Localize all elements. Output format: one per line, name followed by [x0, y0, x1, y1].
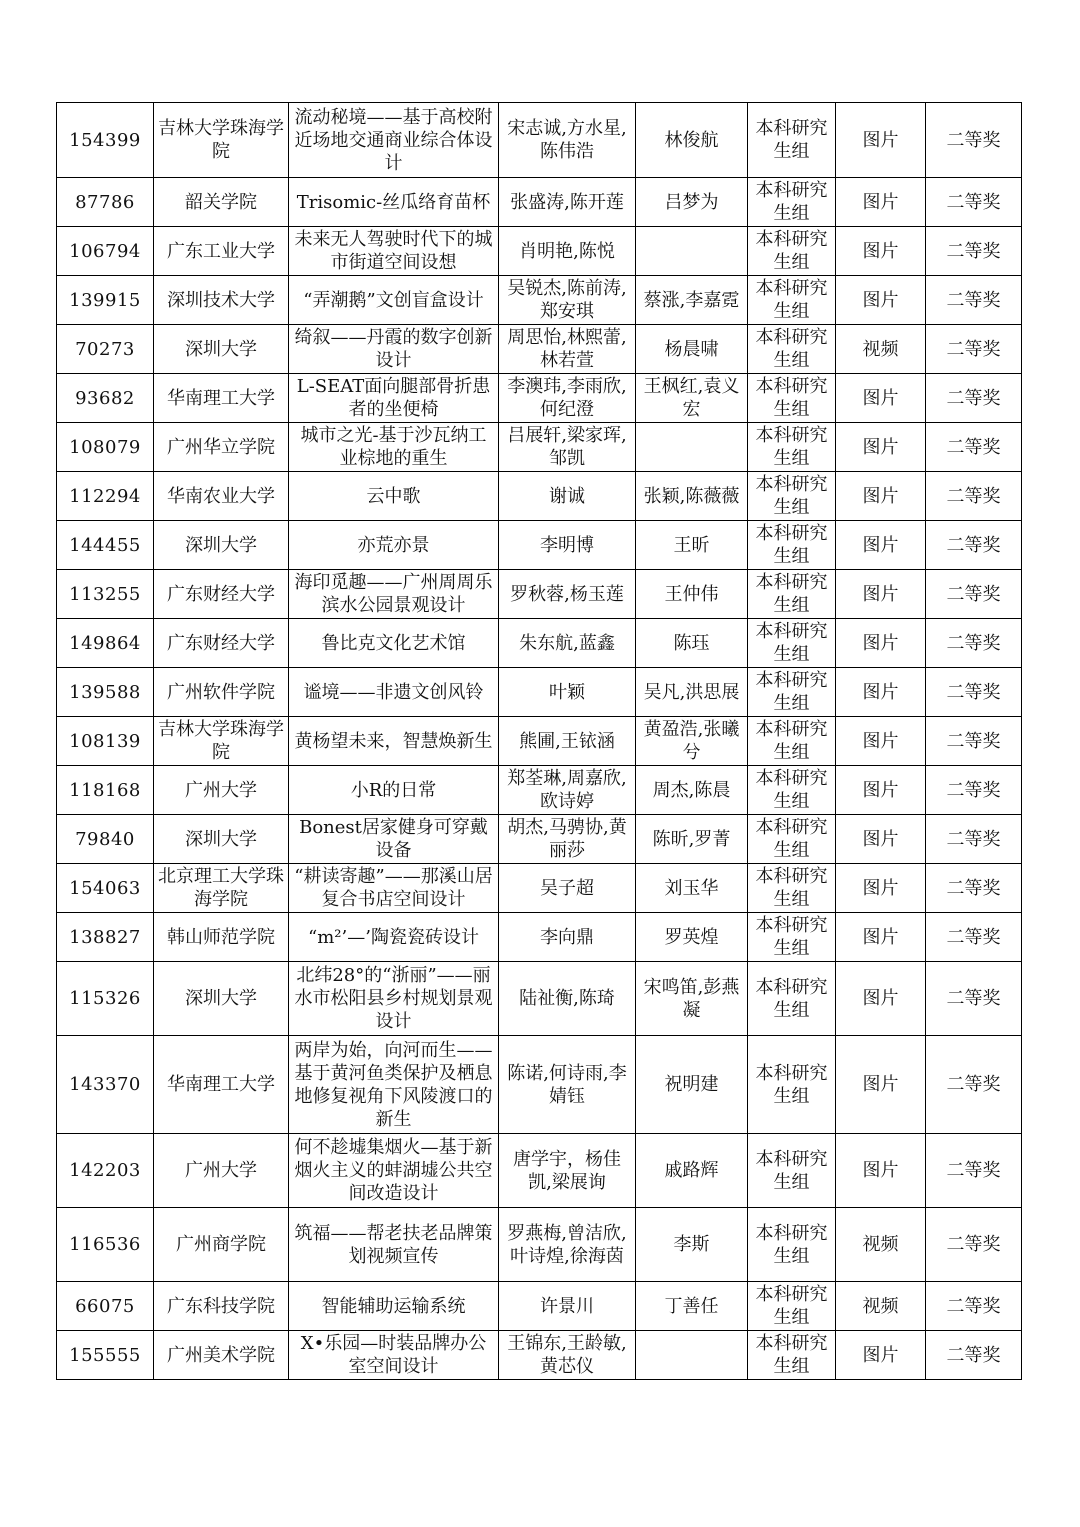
- authors: 许景川: [499, 1282, 636, 1331]
- group: 本科研究生组: [748, 864, 836, 913]
- entry-id: 154399: [57, 103, 154, 178]
- authors: 罗燕梅,曾洁欣,叶诗煌,徐海茵: [499, 1208, 636, 1282]
- entry-id: 113255: [57, 570, 154, 619]
- entry-id: 139915: [57, 276, 154, 325]
- work-title: 两岸为始，向河而生——基于黄河鱼类保护及栖息地修复视角下风陵渡口的新生: [289, 1036, 499, 1134]
- school: 深圳技术大学: [154, 276, 289, 325]
- school: 广东财经大学: [154, 570, 289, 619]
- table-row: [57, 276, 1022, 325]
- school: 深圳大学: [154, 521, 289, 570]
- table-row: [57, 521, 1022, 570]
- school: 广东财经大学: [154, 619, 289, 668]
- award: 二等奖: [926, 276, 1022, 325]
- entry-id: 116536: [57, 1208, 154, 1282]
- table-row: [57, 472, 1022, 521]
- group: 本科研究生组: [748, 1036, 836, 1134]
- school: 广州大学: [154, 766, 289, 815]
- award: 二等奖: [926, 1036, 1022, 1134]
- authors: 王锦东,王龄敏,黄芯仪: [499, 1331, 636, 1380]
- entry-id: 149864: [57, 619, 154, 668]
- table-row: [57, 864, 1022, 913]
- table-row: [57, 1134, 1022, 1208]
- table-row: [57, 619, 1022, 668]
- school: 深圳大学: [154, 815, 289, 864]
- entry-id: 93682: [57, 374, 154, 423]
- work-type: 图片: [836, 276, 926, 325]
- advisor: 宋鸣笛,彭燕凝: [636, 962, 748, 1036]
- authors: 谢诚: [499, 472, 636, 521]
- group: 本科研究生组: [748, 227, 836, 276]
- award: 二等奖: [926, 1134, 1022, 1208]
- award: 二等奖: [926, 227, 1022, 276]
- entry-id: 138827: [57, 913, 154, 962]
- table-row: [57, 227, 1022, 276]
- group: 本科研究生组: [748, 668, 836, 717]
- table-row: [57, 815, 1022, 864]
- entry-id: 79840: [57, 815, 154, 864]
- school: 韩山师范学院: [154, 913, 289, 962]
- group: 本科研究生组: [748, 913, 836, 962]
- entry-id: 70273: [57, 325, 154, 374]
- award: 二等奖: [926, 1331, 1022, 1380]
- school: 华南农业大学: [154, 472, 289, 521]
- work-type: 图片: [836, 570, 926, 619]
- school: 广州大学: [154, 1134, 289, 1208]
- table-row: [57, 913, 1022, 962]
- entry-id: 144455: [57, 521, 154, 570]
- group: 本科研究生组: [748, 1208, 836, 1282]
- entry-id: 66075: [57, 1282, 154, 1331]
- group: 本科研究生组: [748, 619, 836, 668]
- advisor: 李斯: [636, 1208, 748, 1282]
- advisor: 戚路辉: [636, 1134, 748, 1208]
- work-type: 图片: [836, 717, 926, 766]
- authors: 李澳玮,李雨欣,何纪澄: [499, 374, 636, 423]
- work-title: 海印觅趣——广州周周乐滨水公园景观设计: [289, 570, 499, 619]
- authors: 郑荃琳,周嘉欣,欧诗婷: [499, 766, 636, 815]
- work-title: 筑福——帮老扶老品牌策划视频宣传: [289, 1208, 499, 1282]
- award: 二等奖: [926, 570, 1022, 619]
- advisor: 陈昕,罗菁: [636, 815, 748, 864]
- authors: 熊圃,王铱涵: [499, 717, 636, 766]
- table-row: [57, 103, 1022, 178]
- authors: 胡杰,马骋协,黄丽莎: [499, 815, 636, 864]
- work-title: Bonest居家健身可穿戴设备: [289, 815, 499, 864]
- award: 二等奖: [926, 103, 1022, 178]
- authors: 唐学宇，杨佳凯,梁展询: [499, 1134, 636, 1208]
- award: 二等奖: [926, 472, 1022, 521]
- entry-id: 143370: [57, 1036, 154, 1134]
- advisor: 周杰,陈晨: [636, 766, 748, 815]
- work-title: 云中歌: [289, 472, 499, 521]
- work-type: 图片: [836, 766, 926, 815]
- advisor: 罗英煌: [636, 913, 748, 962]
- advisor: [636, 423, 748, 472]
- award: 二等奖: [926, 913, 1022, 962]
- table-row: [57, 717, 1022, 766]
- authors: 李向鼎: [499, 913, 636, 962]
- group: 本科研究生组: [748, 717, 836, 766]
- group: 本科研究生组: [748, 962, 836, 1036]
- table-row: [57, 178, 1022, 227]
- work-type: 图片: [836, 227, 926, 276]
- work-type: 图片: [836, 962, 926, 1036]
- work-title: “m²’—’陶瓷瓷砖设计: [289, 913, 499, 962]
- work-title: 亦荒亦景: [289, 521, 499, 570]
- authors: 罗秋蓉,杨玉莲: [499, 570, 636, 619]
- work-type: 图片: [836, 374, 926, 423]
- school: 广东工业大学: [154, 227, 289, 276]
- award: 二等奖: [926, 815, 1022, 864]
- award: 二等奖: [926, 178, 1022, 227]
- school: 北京理工大学珠海学院: [154, 864, 289, 913]
- school: 深圳大学: [154, 962, 289, 1036]
- group: 本科研究生组: [748, 178, 836, 227]
- award: 二等奖: [926, 864, 1022, 913]
- award: 二等奖: [926, 423, 1022, 472]
- work-type: 视频: [836, 1282, 926, 1331]
- work-type: 视频: [836, 1208, 926, 1282]
- work-title: 小R的日常: [289, 766, 499, 815]
- advisor: 王枫红,袁义宏: [636, 374, 748, 423]
- table-row: [57, 570, 1022, 619]
- authors: 陆祉衡,陈琦: [499, 962, 636, 1036]
- work-type: 图片: [836, 1331, 926, 1380]
- entry-id: 108139: [57, 717, 154, 766]
- work-type: 图片: [836, 178, 926, 227]
- advisor: 丁善任: [636, 1282, 748, 1331]
- award: 二等奖: [926, 1208, 1022, 1282]
- entry-id: 155555: [57, 1331, 154, 1380]
- authors: 李明博: [499, 521, 636, 570]
- advisor: 杨晨啸: [636, 325, 748, 374]
- authors: 吴子超: [499, 864, 636, 913]
- work-type: 图片: [836, 913, 926, 962]
- work-title: 流动秘境——基于高校附近场地交通商业综合体设计: [289, 103, 499, 178]
- group: 本科研究生组: [748, 1331, 836, 1380]
- table-row: [57, 1282, 1022, 1331]
- school: 广州软件学院: [154, 668, 289, 717]
- award: 二等奖: [926, 1282, 1022, 1331]
- work-title: 北纬28°的“浙丽”——丽水市松阳县乡村规划景观设计: [289, 962, 499, 1036]
- table-row: [57, 1208, 1022, 1282]
- group: 本科研究生组: [748, 472, 836, 521]
- entry-id: 118168: [57, 766, 154, 815]
- advisor: 刘玉华: [636, 864, 748, 913]
- school: 吉林大学珠海学院: [154, 717, 289, 766]
- school: 广州华立学院: [154, 423, 289, 472]
- advisor: 吴凡,洪思展: [636, 668, 748, 717]
- school: 吉林大学珠海学院: [154, 103, 289, 178]
- work-title: “耕读寄趣”——那溪山居复合书店空间设计: [289, 864, 499, 913]
- work-title: X•乐园—时装品牌办公室空间设计: [289, 1331, 499, 1380]
- authors: 吴锐杰,陈前涛,郑安琪: [499, 276, 636, 325]
- school: 广东科技学院: [154, 1282, 289, 1331]
- work-title: L-SEAT面向腿部骨折患者的坐便椅: [289, 374, 499, 423]
- group: 本科研究生组: [748, 103, 836, 178]
- table-row: [57, 668, 1022, 717]
- group: 本科研究生组: [748, 276, 836, 325]
- advisor: 林俊航: [636, 103, 748, 178]
- authors: 宋志诚,方水星,陈伟浩: [499, 103, 636, 178]
- table-row: [57, 325, 1022, 374]
- authors: 周思怡,林熙蕾,林若萱: [499, 325, 636, 374]
- group: 本科研究生组: [748, 374, 836, 423]
- work-type: 图片: [836, 1036, 926, 1134]
- group: 本科研究生组: [748, 325, 836, 374]
- table-row: [57, 1331, 1022, 1380]
- work-title: 黄杨望未来，智慧焕新生: [289, 717, 499, 766]
- work-type: 图片: [836, 103, 926, 178]
- work-type: 图片: [836, 668, 926, 717]
- entry-id: 106794: [57, 227, 154, 276]
- group: 本科研究生组: [748, 766, 836, 815]
- entry-id: 142203: [57, 1134, 154, 1208]
- table-row: [57, 423, 1022, 472]
- award: 二等奖: [926, 325, 1022, 374]
- work-type: 图片: [836, 864, 926, 913]
- advisor: 陈珏: [636, 619, 748, 668]
- work-title: 鲁比克文化艺术馆: [289, 619, 499, 668]
- authors: 吕展轩,梁家珲,邹凯: [499, 423, 636, 472]
- school: 华南理工大学: [154, 374, 289, 423]
- award: 二等奖: [926, 962, 1022, 1036]
- group: 本科研究生组: [748, 815, 836, 864]
- table-row: [57, 766, 1022, 815]
- advisor: 黄盈浩,张曦兮: [636, 717, 748, 766]
- award: 二等奖: [926, 374, 1022, 423]
- advisor: 吕梦为: [636, 178, 748, 227]
- group: 本科研究生组: [748, 521, 836, 570]
- advisor: 蔡涨,李嘉霓: [636, 276, 748, 325]
- entry-id: 87786: [57, 178, 154, 227]
- entry-id: 112294: [57, 472, 154, 521]
- group: 本科研究生组: [748, 1134, 836, 1208]
- work-type: 视频: [836, 325, 926, 374]
- table-row: [57, 1036, 1022, 1134]
- award: 二等奖: [926, 619, 1022, 668]
- school: 广州美术学院: [154, 1331, 289, 1380]
- advisor: 张颖,陈薇薇: [636, 472, 748, 521]
- table-row: [57, 962, 1022, 1036]
- award: 二等奖: [926, 668, 1022, 717]
- work-type: 图片: [836, 619, 926, 668]
- work-type: 图片: [836, 521, 926, 570]
- authors: 朱东航,蓝鑫: [499, 619, 636, 668]
- school: 韶关学院: [154, 178, 289, 227]
- work-title: 智能辅助运输系统: [289, 1282, 499, 1331]
- work-type: 图片: [836, 1134, 926, 1208]
- advisor: 祝明建: [636, 1036, 748, 1134]
- work-title: 绮叙——丹霞的数字创新设计: [289, 325, 499, 374]
- advisor: 王仲伟: [636, 570, 748, 619]
- advisor: [636, 227, 748, 276]
- work-title: “弄潮鹅”文创盲盒设计: [289, 276, 499, 325]
- school: 华南理工大学: [154, 1036, 289, 1134]
- school: 广州商学院: [154, 1208, 289, 1282]
- group: 本科研究生组: [748, 570, 836, 619]
- advisor: [636, 1331, 748, 1380]
- work-type: 图片: [836, 472, 926, 521]
- work-title: Trisomic-丝瓜络育苗杯: [289, 178, 499, 227]
- entry-id: 115326: [57, 962, 154, 1036]
- group: 本科研究生组: [748, 1282, 836, 1331]
- work-title: 城市之光-基于沙瓦纳工业棕地的重生: [289, 423, 499, 472]
- work-type: 图片: [836, 423, 926, 472]
- advisor: 王昕: [636, 521, 748, 570]
- awards-table: [56, 102, 1022, 1380]
- table-row: [57, 374, 1022, 423]
- authors: 张盛涛,陈开莲: [499, 178, 636, 227]
- work-type: 图片: [836, 815, 926, 864]
- work-title: 何不趁墟集烟火—基于新烟火主义的蚌湖墟公共空间改造设计: [289, 1134, 499, 1208]
- entry-id: 108079: [57, 423, 154, 472]
- work-title: 未来无人驾驶时代下的城市街道空间设想: [289, 227, 499, 276]
- award: 二等奖: [926, 766, 1022, 815]
- award: 二等奖: [926, 717, 1022, 766]
- authors: 叶颖: [499, 668, 636, 717]
- work-title: 谧境——非遗文创风铃: [289, 668, 499, 717]
- authors: 肖明艳,陈悦: [499, 227, 636, 276]
- school: 深圳大学: [154, 325, 289, 374]
- entry-id: 139588: [57, 668, 154, 717]
- entry-id: 154063: [57, 864, 154, 913]
- authors: 陈诺,何诗雨,李婧钰: [499, 1036, 636, 1134]
- award: 二等奖: [926, 521, 1022, 570]
- group: 本科研究生组: [748, 423, 836, 472]
